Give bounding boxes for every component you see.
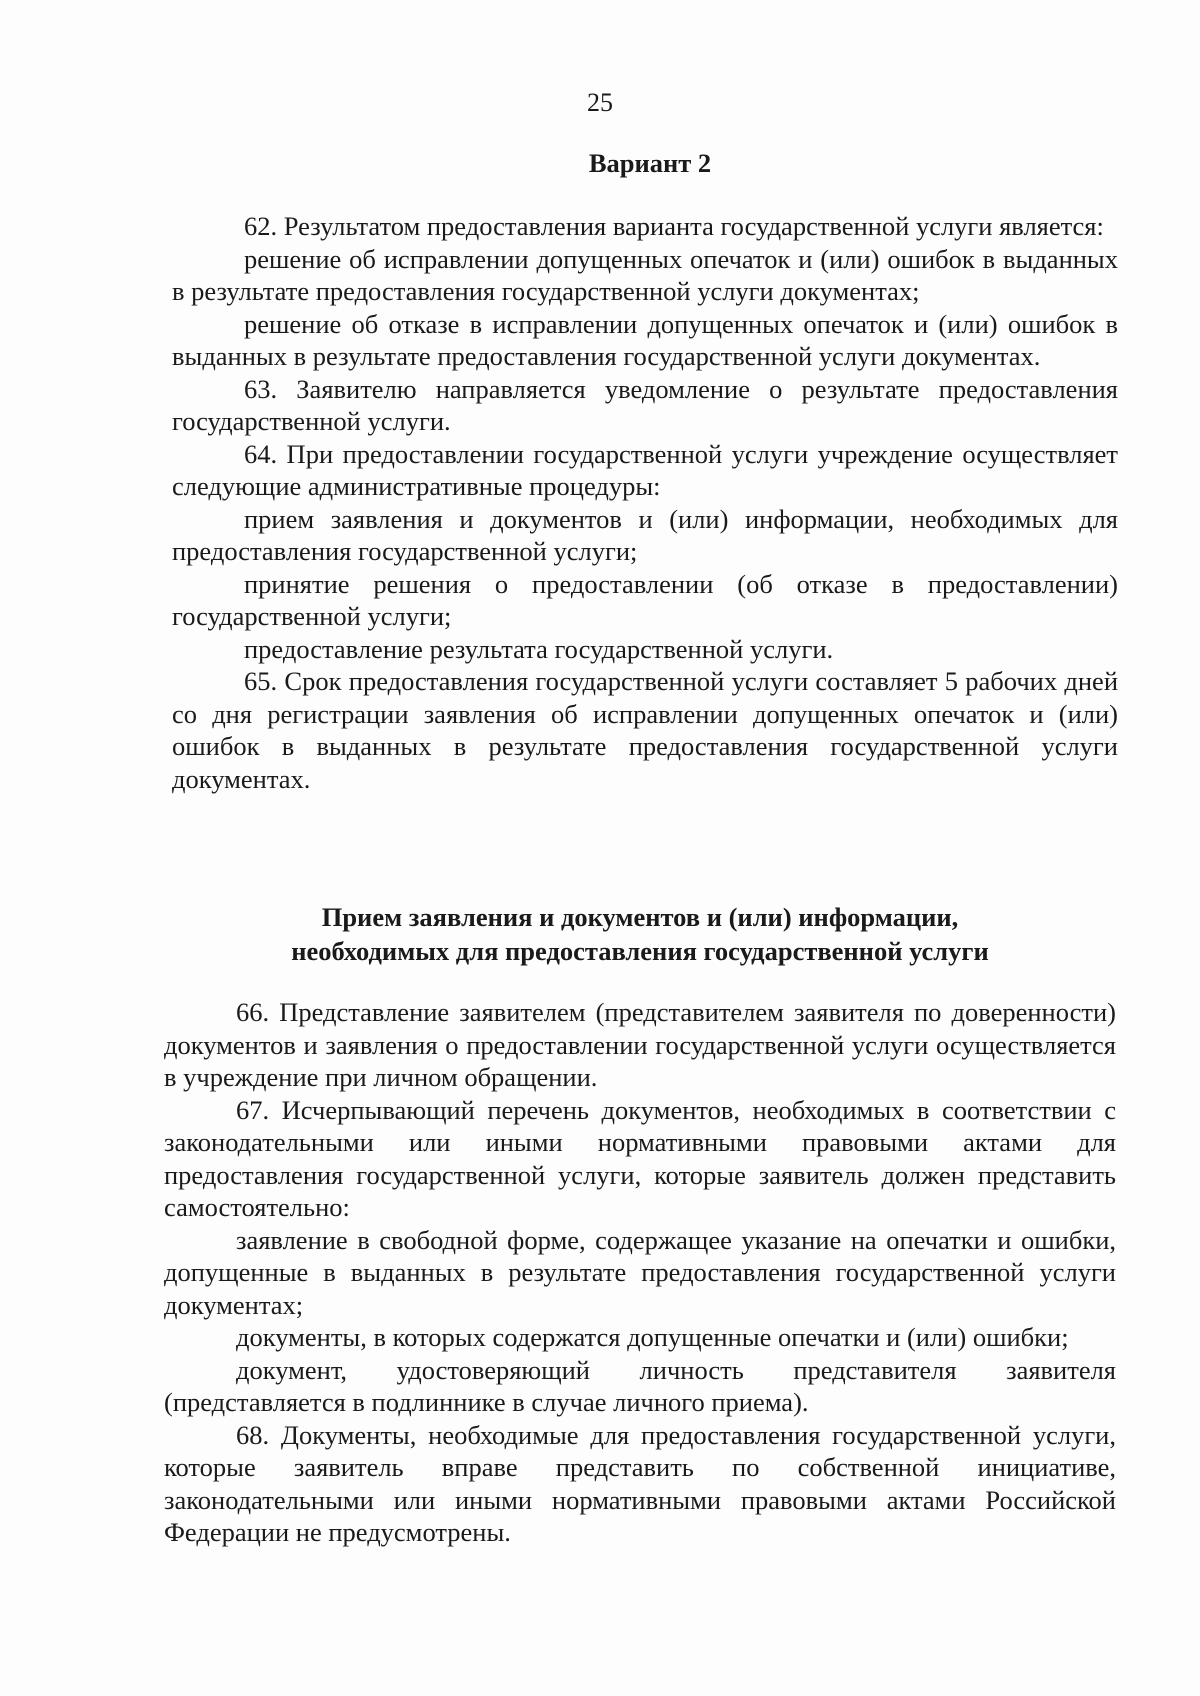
paragraph-68: 68. Документы, необходимые для предоставления государственной услуги, которые заявитель вправе представить по собственной инициативе, законодательными или иными нормативными правовыми актами Российской Федерации не предусмотрены. (164, 1419, 1116, 1547)
variant-heading: Вариант 2 (588, 148, 712, 178)
section-heading-line-2: необходимых для предоставления государственной услуги (291, 936, 989, 966)
paragraph-67: 67. Исчерпывающий перечень документов, необходимых в соответствии с законодательными или иными нормативными правовыми актами для предоставления государственной услуги, которые заявитель должен представить самостоятельно: (164, 1094, 1116, 1222)
paragraph-63: 63. Заявителю направляется уведомление о результате предоставления государственной услуги. (172, 373, 1118, 436)
list-item: документы, в которых содержатся допущенные опечатки и (или) ошибки; (236, 1322, 1069, 1352)
section-heading-line-1: Прием заявления и документов и (или) информации, (321, 902, 959, 932)
paragraph-66: 66. Представление заявителем (представителем заявителя по доверенности) документов и заявления о предоставлении государственной услуги осуществляется в учреждение при личном обращении. (164, 997, 1116, 1092)
list-item: заявление в свободной форме, содержащее указание на опечатки и ошибки, допущенные в выданных в результате предоставления государственной услуги документах; (164, 1224, 1116, 1320)
list-item: принятие решения о предоставлении (об отказе в предоставлении) государственной услуги; (172, 568, 1118, 631)
section-documents (164, 996, 1116, 1549)
list-item: решение об исправлении допущенных опечаток и (или) ошибок в выданных в результате предоставления государственной услуги документах; (172, 243, 1118, 306)
list-item: документ, удостоверяющий личность представителя заявителя (представляется в подлиннике в случае личного приема). (164, 1354, 1116, 1417)
paragraph-62: 62. Результатом предоставления варианта государственной услуги является: (244, 211, 1104, 241)
page-number: 25 (587, 88, 613, 117)
paragraph-64: 64. При предоставлении государственной услуги учреждение осуществляет следующие административные процедуры: (172, 438, 1118, 501)
section-variant-2 (172, 210, 1118, 795)
list-item: прием заявления и документов и (или) информации, необходимых для предоставления государственной услуги; (172, 503, 1118, 566)
section-heading (40, 900, 1200, 968)
paragraph-65: 65. Срок предоставления государственной услуги составляет 5 рабочих дней со дня регистрации заявления об исправлении допущенных опечаток и (или) ошибок в выданных в результате предоставления государственной услуги документах. (172, 666, 1118, 794)
list-item: решение об отказе в исправлении допущенных опечаток и (или) ошибок в выданных в результате предоставления государственной услуги документах. (172, 308, 1118, 371)
list-item: предоставление результата государственной услуги. (244, 633, 834, 664)
